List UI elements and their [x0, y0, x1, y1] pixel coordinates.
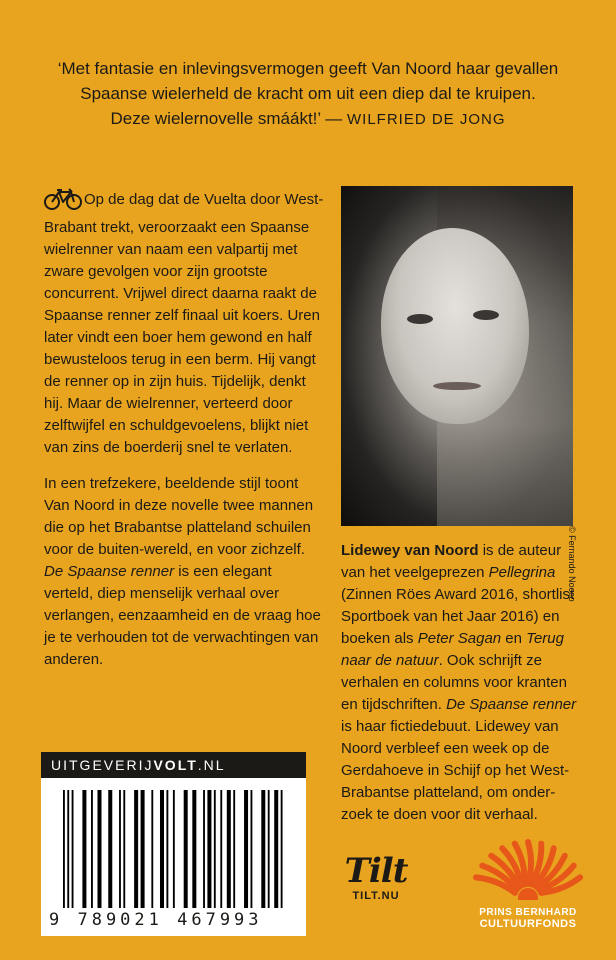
photo-credit: © Fernando Nocco — [567, 526, 577, 602]
publisher-url-bold: VOLT — [153, 757, 198, 773]
publisher-url-prefix: UITGEVERIJ — [51, 757, 154, 773]
publisher-url — [41, 752, 306, 778]
bio-book-2: Peter Sagan — [417, 630, 502, 647]
tilt-logo — [344, 852, 408, 902]
author-photo-face — [381, 228, 529, 424]
tilt-logo-url: TILT.NU — [352, 890, 400, 902]
barcode-bars — [63, 790, 285, 908]
blurb-paragraph-2-text-a: In een trefzekere, beeldende stijl toont Van Noord in deze novelle twee mannen die op het Brabantse platteland schuilen voor de buiten-wereld, en voor zichzelf. — [44, 475, 314, 558]
author-photo-mouth — [433, 382, 481, 390]
quote-line-3-text: Deze wielernovelle smáákt!’ — — [110, 109, 347, 128]
blurb-paragraph-1-text: Op de dag dat de Vuelta door West-Brabant trekt, veroorzaakt een Spaanse wielrenner van naam een valpartij met zware gevolgen voor zijn grootste concurrent. Vrijwel direct daarna raakt de Spaanse renner zelf finaal uit koers. Uren later vindt een boer hem gewond en half bewusteloos terug in een berm. Hij vangt de renner op in zijn huis. Tijdelijk, denkt hij. Maar de wielrenner, verteerd door zelftwijfel en schuldgevoelens, blijkt niet van zins de boerderij snel te verlaten. — [44, 191, 324, 456]
cover-quote — [40, 56, 576, 132]
bio-text-5: is haar fictiedebuut. Lidewey van Noord verbleef een week op de Gerdahoeve in Schijf op het West-Brabantse platteland, om onder-zoek te doen voor dit verhaal. — [341, 718, 570, 823]
barcode-box — [41, 752, 306, 936]
bicycle-icon — [44, 188, 82, 217]
bio-text-2: (Zinnen Röes Award 2016, shortlist Sportboek van het Jaar 2016) en boeken als — [341, 586, 575, 647]
isbn-number: 9 789021 467993 — [49, 910, 263, 930]
bio-book-4: De Spaanse renner — [446, 696, 577, 713]
bio-author-name: Lidewey van Noord — [341, 542, 479, 559]
blurb-book-title: De Spaanse renner — [44, 563, 175, 580]
quote-line-3 — [40, 106, 576, 132]
author-photo — [341, 186, 573, 526]
bio-text-3: en — [501, 630, 527, 647]
blurb — [44, 188, 324, 685]
prins-bernhard-line-1: PRINS BERNHARD — [479, 907, 577, 918]
tilt-logo-word: Tilt — [344, 851, 408, 891]
quote-line-2: Spaanse wielerheld de kracht om uit een diep dal te kruipen. — [80, 84, 536, 103]
blurb-paragraph-2 — [44, 473, 324, 671]
author-photo-eye-right — [473, 310, 499, 320]
prins-bernhard-logo — [468, 838, 588, 930]
blurb-paragraph-1 — [44, 188, 324, 459]
quote-attribution: WILFRIED DE JONG — [347, 111, 506, 128]
author-bio — [341, 540, 577, 826]
quote-line-1: ‘Met fantasie en inlevingsvermogen geeft Van Noord haar gevallen — [57, 59, 559, 78]
prins-bernhard-line-2: CULTUURFONDS — [479, 918, 577, 930]
bio-book-3: Terug naar de natuur — [341, 630, 564, 669]
publisher-url-suffix: .NL — [197, 757, 226, 773]
bio-text-1: is de auteur van het veelgeprezen — [341, 542, 562, 581]
blurb-paragraph-2-text-b: is een elegant verteld, diep menselijk verhaal over verlangen, eenzaamheid en de vraag hoe je te verhouden tot de verwachtingen van anderen. — [44, 563, 321, 668]
prins-bernhard-flame-icon — [468, 838, 588, 900]
author-photo-eye-left — [407, 314, 433, 324]
bio-book-1: Pellegrina — [488, 564, 556, 581]
bio-text-4: . Ook schrijft ze verhalen en columns voor kranten en tijdschriften. — [341, 652, 567, 713]
